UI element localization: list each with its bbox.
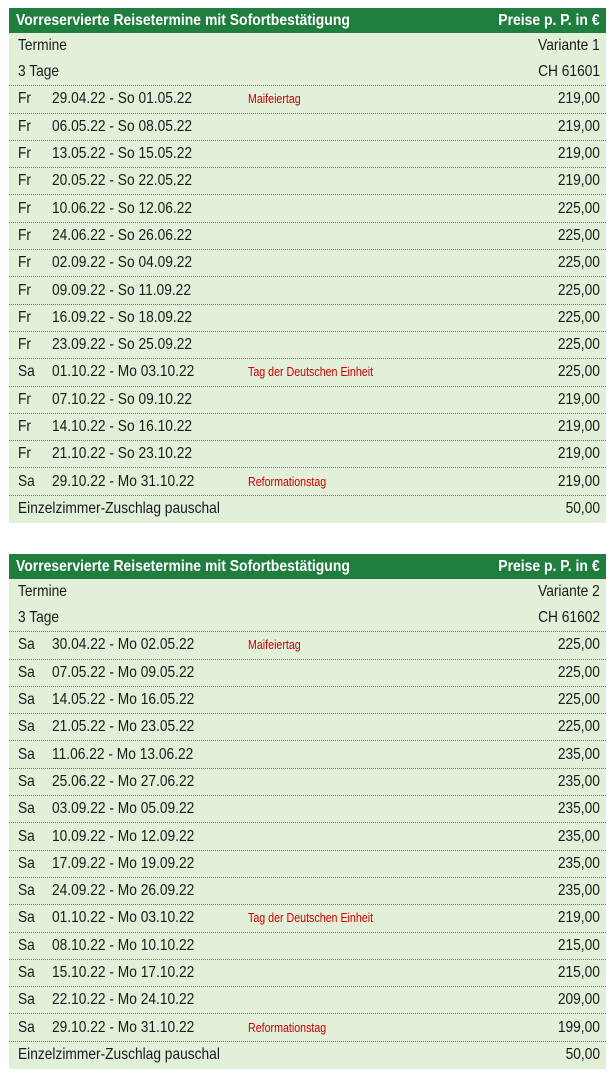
date-range-cell: 09.09.22 - So 11.09.22: [52, 281, 191, 299]
column-header-row: [9, 579, 606, 605]
termine-label: Termine: [18, 37, 67, 54]
holiday-note: Tag der Deutschen Einheit: [248, 910, 374, 926]
date-range-cell: 07.05.22 - Mo 09.05.22: [52, 663, 195, 681]
price-cell: 219,00: [557, 472, 600, 490]
table-row: [9, 660, 606, 687]
weekday-cell: Sa: [18, 663, 35, 681]
weekday-cell: Fr: [18, 308, 31, 326]
table-row: [9, 359, 606, 386]
price-cell: 225,00: [557, 691, 600, 709]
duration-label: 3 Tage: [18, 63, 60, 81]
surcharge-price: 50,00: [565, 1046, 600, 1064]
price-cell: 219,00: [557, 909, 600, 927]
weekday-cell: Sa: [18, 854, 35, 872]
weekday-cell: Sa: [18, 718, 35, 736]
date-range-cell: 29.10.22 - Mo 31.10.22: [52, 1018, 195, 1036]
table-row: [9, 250, 606, 277]
date-range-cell: 21.10.22 - So 23.10.22: [52, 445, 193, 463]
table-row: [9, 141, 606, 168]
holiday-note: Reformationstag: [248, 1019, 327, 1035]
table-row: [9, 769, 606, 796]
price-cell: 225,00: [557, 254, 600, 272]
date-range-cell: 22.10.22 - Mo 24.10.22: [52, 991, 195, 1009]
price-table-variant-1: [9, 8, 606, 523]
holiday-note: Reformationstag: [248, 473, 327, 489]
date-range-cell: 08.10.22 - Mo 10.10.22: [52, 936, 195, 954]
weekday-cell: Fr: [18, 281, 31, 299]
price-cell: 225,00: [557, 718, 600, 736]
date-range-cell: 16.09.22 - So 18.09.22: [52, 308, 193, 326]
table-row: [9, 823, 606, 850]
price-unit-label: Preise p. P. in €: [498, 557, 600, 575]
table-row: [9, 851, 606, 878]
table-title: Vorreservierte Reisetermine mit Sofortbestätigung: [16, 557, 350, 575]
variant-label: Variante 2: [538, 583, 600, 600]
table-row: [9, 414, 606, 441]
table-row: [9, 86, 606, 113]
date-range-cell: 29.04.22 - So 01.05.22: [52, 90, 193, 108]
weekday-cell: Fr: [18, 90, 31, 108]
weekday-cell: Fr: [18, 390, 31, 408]
table-row: [9, 332, 606, 359]
date-range-cell: 03.09.22 - Mo 05.09.22: [52, 800, 195, 818]
date-range-cell: 13.05.22 - So 15.05.22: [52, 145, 193, 163]
date-range-cell: 29.10.22 - Mo 31.10.22: [52, 472, 195, 490]
weekday-cell: Sa: [18, 909, 35, 927]
price-cell: 219,00: [557, 418, 600, 435]
weekday-cell: Sa: [18, 472, 35, 490]
price-cell: 199,00: [557, 1018, 600, 1036]
termine-label: Termine: [18, 583, 67, 600]
weekday-cell: Sa: [18, 691, 35, 709]
price-cell: 219,00: [557, 145, 600, 163]
table-row: [9, 960, 606, 987]
table-row: [9, 905, 606, 932]
table-row: [9, 168, 606, 195]
table-header: [9, 554, 606, 579]
date-range-cell: 02.09.22 - So 04.09.22: [52, 254, 193, 272]
table-header: [9, 8, 606, 33]
price-cell: 235,00: [557, 854, 600, 872]
table-row: [9, 632, 606, 659]
holiday-note: Maifeiertag: [248, 91, 301, 107]
date-range-cell: 17.09.22 - Mo 19.09.22: [52, 854, 195, 872]
weekday-cell: Sa: [18, 772, 35, 790]
duration-label: 3 Tage: [18, 609, 60, 627]
weekday-cell: Sa: [18, 882, 35, 900]
date-rows: [9, 632, 606, 1041]
table-row: [9, 195, 606, 222]
price-cell: 235,00: [557, 772, 600, 790]
column-header-row: [9, 33, 606, 59]
price-cell: 215,00: [557, 964, 600, 981]
price-unit-label: Preise p. P. in €: [498, 11, 600, 29]
weekday-cell: Fr: [18, 445, 31, 463]
date-range-cell: 11.06.22 - Mo 13.06.22: [52, 745, 194, 763]
date-range-cell: 01.10.22 - Mo 03.10.22: [52, 909, 195, 927]
holiday-note: Tag der Deutschen Einheit: [248, 364, 374, 380]
weekday-cell: Sa: [18, 827, 35, 845]
weekday-cell: Fr: [18, 226, 31, 244]
date-range-cell: 06.05.22 - So 08.05.22: [52, 117, 193, 135]
date-range-cell: 07.10.22 - So 09.10.22: [52, 390, 193, 408]
weekday-cell: Fr: [18, 254, 31, 272]
surcharge-price: 50,00: [565, 500, 600, 518]
weekday-cell: Sa: [18, 800, 35, 818]
price-cell: 235,00: [557, 745, 600, 763]
date-range-cell: 01.10.22 - Mo 03.10.22: [52, 363, 195, 381]
date-range-cell: 20.05.22 - So 22.05.22: [52, 172, 193, 190]
date-range-cell: 25.06.22 - Mo 27.06.22: [52, 772, 195, 790]
weekday-cell: Sa: [18, 936, 35, 954]
date-range-cell: 30.04.22 - Mo 02.05.22: [52, 636, 195, 654]
table-row: [9, 1014, 606, 1041]
weekday-cell: Fr: [18, 117, 31, 135]
price-cell: 235,00: [557, 882, 600, 900]
weekday-cell: Sa: [18, 745, 35, 763]
date-range-cell: 24.09.22 - Mo 26.09.22: [52, 882, 195, 900]
table-row: [9, 687, 606, 714]
holiday-note: Maifeiertag: [248, 637, 301, 653]
price-cell: 219,00: [557, 445, 600, 463]
weekday-cell: Sa: [18, 991, 35, 1009]
surcharge-label: Einzelzimmer-Zuschlag pauschal: [18, 500, 220, 518]
price-cell: 219,00: [557, 390, 600, 408]
table-row: [9, 441, 606, 468]
price-cell: 225,00: [557, 308, 600, 326]
price-table-variant-2: [9, 554, 606, 1069]
table-row: [9, 114, 606, 141]
date-range-cell: 14.05.22 - Mo 16.05.22: [52, 691, 195, 709]
date-range-cell: 14.10.22 - So 16.10.22: [52, 418, 193, 435]
price-cell: 219,00: [557, 90, 600, 108]
surcharge-row: [9, 1042, 606, 1069]
table-title: Vorreservierte Reisetermine mit Sofortbestätigung: [16, 11, 350, 29]
tour-code: CH 61601: [538, 63, 600, 81]
price-cell: 219,00: [557, 117, 600, 135]
price-cell: 219,00: [557, 172, 600, 190]
table-row: [9, 741, 606, 768]
weekday-cell: Fr: [18, 418, 31, 435]
price-cell: 225,00: [557, 226, 600, 244]
price-cell: 225,00: [557, 336, 600, 354]
table-row: [9, 933, 606, 960]
weekday-cell: Sa: [18, 363, 35, 381]
price-cell: 225,00: [557, 281, 600, 299]
date-range-cell: 10.06.22 - So 12.06.22: [52, 199, 193, 217]
table-row: [9, 387, 606, 414]
date-range-cell: 10.09.22 - Mo 12.09.22: [52, 827, 195, 845]
duration-row: [9, 605, 606, 632]
variant-label: Variante 1: [538, 37, 600, 54]
weekday-cell: Sa: [18, 1018, 35, 1036]
price-cell: 225,00: [557, 199, 600, 217]
table-row: [9, 714, 606, 741]
price-cell: 225,00: [557, 663, 600, 681]
table-row: [9, 277, 606, 304]
price-cell: 235,00: [557, 827, 600, 845]
table-row: [9, 878, 606, 905]
table-row: [9, 223, 606, 250]
table-row: [9, 987, 606, 1014]
price-cell: 209,00: [557, 991, 600, 1009]
surcharge-label: Einzelzimmer-Zuschlag pauschal: [18, 1046, 220, 1064]
table-row: [9, 796, 606, 823]
price-cell: 225,00: [557, 636, 600, 654]
tour-code: CH 61602: [538, 609, 600, 627]
weekday-cell: Fr: [18, 199, 31, 217]
date-range-cell: 23.09.22 - So 25.09.22: [52, 336, 193, 354]
weekday-cell: Sa: [18, 964, 35, 981]
surcharge-row: [9, 496, 606, 523]
date-rows: [9, 86, 606, 495]
date-range-cell: 15.10.22 - Mo 17.10.22: [52, 964, 195, 981]
weekday-cell: Fr: [18, 336, 31, 354]
duration-row: [9, 59, 606, 86]
price-cell: 235,00: [557, 800, 600, 818]
date-range-cell: 21.05.22 - Mo 23.05.22: [52, 718, 195, 736]
date-range-cell: 24.06.22 - So 26.06.22: [52, 226, 193, 244]
price-cell: 225,00: [557, 363, 600, 381]
weekday-cell: Fr: [18, 145, 31, 163]
table-row: [9, 468, 606, 495]
weekday-cell: Fr: [18, 172, 31, 190]
table-row: [9, 305, 606, 332]
weekday-cell: Sa: [18, 636, 35, 654]
price-cell: 215,00: [557, 936, 600, 954]
